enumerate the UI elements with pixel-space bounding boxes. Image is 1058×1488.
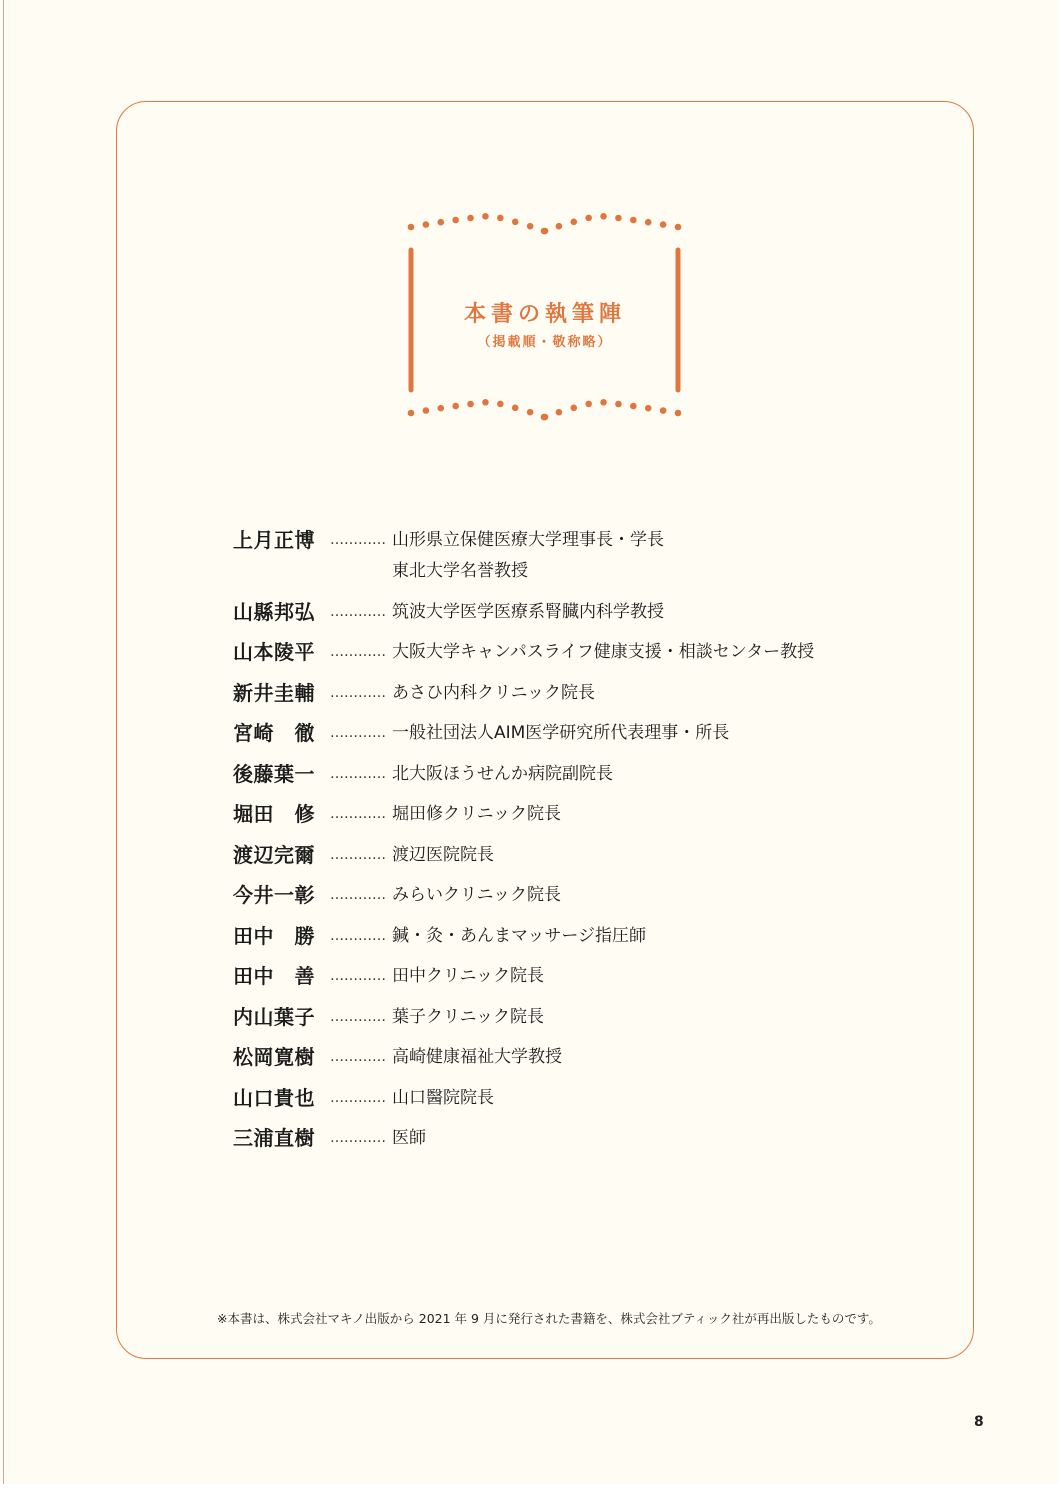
contributor-role: 一般社団法人AIM医学研究所代表理事・所長 <box>392 723 730 743</box>
book-edge-dot <box>452 403 459 410</box>
contributor-roles <box>392 721 729 746</box>
footnote: ※本書は、株式会社マキノ出版から 2021 年 9 月に発行された書籍を、株式会社ブティック社が再出版したものです。 <box>217 1311 881 1326</box>
contributor-roles <box>392 762 613 787</box>
book-edge-dot <box>527 223 534 230</box>
list-item <box>233 924 814 949</box>
contributor-role: 医師 <box>392 1128 426 1148</box>
leader-dots: ………… <box>330 1049 386 1065</box>
contributor-role: 大阪大学キャンパスライフ健康支援・相談センター教授 <box>392 642 815 662</box>
list-item <box>233 528 814 584</box>
contributor-roles <box>392 964 544 989</box>
leader-dots: ………… <box>330 887 386 903</box>
book-edge-dot <box>660 407 667 414</box>
book-edge-dot <box>527 409 534 416</box>
list-item <box>233 883 814 908</box>
contributor-name: 山口貴也 <box>233 1085 315 1110</box>
book-edge-dot <box>423 407 430 414</box>
contributor-list <box>233 528 814 1167</box>
book-edge-dot <box>423 221 430 228</box>
book-edge-dot <box>467 401 474 408</box>
contributor-role: 東北大学名誉教授 <box>392 561 528 581</box>
book-edge-dot <box>512 405 519 412</box>
book-edge-dot <box>645 219 652 226</box>
book-edge-dot <box>408 410 415 417</box>
contributor-role: 田中クリニック院長 <box>392 966 544 986</box>
book-edge-dot <box>600 399 607 406</box>
book-edge-dot <box>556 409 563 416</box>
list-item <box>233 1045 814 1070</box>
book-edge-dot <box>630 217 637 224</box>
contributor-name: 今井一彰 <box>233 883 315 907</box>
contributor-role: 高崎健康福祉大学教授 <box>392 1047 562 1067</box>
leader-dots: ………… <box>330 644 386 660</box>
contributor-role: 北大阪ほうせんか病院副院長 <box>392 763 613 784</box>
book-edge-dot <box>437 219 444 226</box>
title-emblem <box>400 200 690 425</box>
book-edge-dot <box>675 410 682 417</box>
leader-dots: ………… <box>330 532 386 548</box>
book-edge-dot <box>556 223 563 230</box>
book-edge-dot <box>512 219 519 226</box>
book-edge-dot <box>482 399 489 406</box>
leader-dots: ………… <box>330 1008 386 1025</box>
list-item <box>233 1086 814 1111</box>
contributor-roles <box>392 1005 544 1030</box>
contributor-name: 田中 善 <box>233 964 315 988</box>
contributor-name: 山本陵平 <box>233 640 315 664</box>
book-edge-dot <box>570 405 577 412</box>
leader-dots: ………… <box>330 927 386 944</box>
contributor-name: 宮崎 徹 <box>233 721 315 745</box>
contributor-roles <box>392 843 494 868</box>
leader-dots: ………… <box>330 725 386 741</box>
contributor-roles <box>392 883 561 908</box>
leader-dots: ………… <box>330 806 386 822</box>
list-item <box>233 640 814 665</box>
contributor-roles <box>392 1045 562 1070</box>
leader-dots: ………… <box>330 1130 386 1146</box>
book-edge-dot <box>467 215 474 222</box>
contributor-name: 松岡寛樹 <box>233 1045 315 1069</box>
list-item <box>233 964 814 989</box>
contributor-role: あさひ内科クリニック院長 <box>392 682 595 703</box>
book-edge-dot <box>437 405 444 412</box>
list-item <box>233 1126 814 1151</box>
leader-dots: ………… <box>330 765 386 782</box>
book-edge-dot <box>497 215 504 222</box>
contributor-roles <box>392 600 664 625</box>
list-item <box>233 721 814 746</box>
section-subtitle: （掲載順・敬称略） <box>477 335 613 350</box>
contributor-role: 葉子クリニック院長 <box>392 1006 544 1027</box>
contributor-name: 上月正博 <box>233 528 315 552</box>
contributor-name: 田中 勝 <box>233 923 315 948</box>
book-edge-dot <box>452 217 459 224</box>
leader-dots: ………… <box>330 846 386 863</box>
contributor-roles <box>392 528 664 584</box>
book-edge-dot <box>660 221 667 228</box>
book-edge-dot <box>541 228 548 235</box>
page-number: 8 <box>974 1414 984 1430</box>
list-item <box>233 762 814 787</box>
contributor-name: 山縣邦弘 <box>233 599 315 624</box>
book-edge-dot <box>645 405 652 412</box>
book-edge-dot <box>600 213 607 220</box>
book-edge-dot <box>585 215 592 222</box>
list-item <box>233 1005 814 1030</box>
contributor-name: 堀田 修 <box>233 802 315 826</box>
contributor-roles <box>392 1086 494 1111</box>
contributor-roles <box>392 681 595 706</box>
list-item <box>233 843 814 868</box>
contributor-roles <box>392 1126 426 1151</box>
contributor-name: 三浦直樹 <box>233 1126 315 1150</box>
contributor-role: 渡辺医院院長 <box>392 844 494 865</box>
book-edge-dot <box>497 401 504 408</box>
list-item <box>233 681 814 706</box>
contributor-name: 内山葉子 <box>233 1004 315 1029</box>
book-edge-dot <box>615 401 622 408</box>
contributor-role: 鍼・灸・あんまマッサージ指圧師 <box>392 925 646 946</box>
book-edge-dot <box>630 403 637 410</box>
book-edge-dot <box>585 401 592 408</box>
contributor-role: 筑波大学医学医療系腎臓内科学教授 <box>392 601 664 622</box>
book-edge-dot <box>615 215 622 222</box>
leader-dots: ………… <box>330 968 386 984</box>
leader-dots: ………… <box>330 603 386 620</box>
contributor-role: 山口醫院院長 <box>392 1087 494 1108</box>
list-item <box>233 802 814 827</box>
contributor-roles <box>392 640 814 665</box>
contributor-roles <box>392 802 561 827</box>
section-title: 本書の執筆陣 <box>463 302 626 327</box>
leader-dots: ………… <box>330 1089 386 1106</box>
contributor-name: 後藤葉一 <box>233 761 315 786</box>
contributor-role: 堀田修クリニック院長 <box>392 804 561 824</box>
contributor-name: 新井圭輔 <box>233 680 315 705</box>
contributor-roles <box>392 924 646 949</box>
book-edge-dot <box>408 224 415 231</box>
book-edge-dot <box>675 224 682 231</box>
book-edge-dot <box>482 213 489 220</box>
book-edge-dot <box>541 414 548 421</box>
contributor-role: みらいクリニック院長 <box>392 885 561 905</box>
book-edge-dot <box>570 219 577 226</box>
contributor-role: 山形県立保健医療大学理事長・学長 <box>392 530 664 550</box>
contributor-name: 渡辺完爾 <box>233 842 315 867</box>
list-item <box>233 600 814 625</box>
leader-dots: ………… <box>330 684 386 701</box>
